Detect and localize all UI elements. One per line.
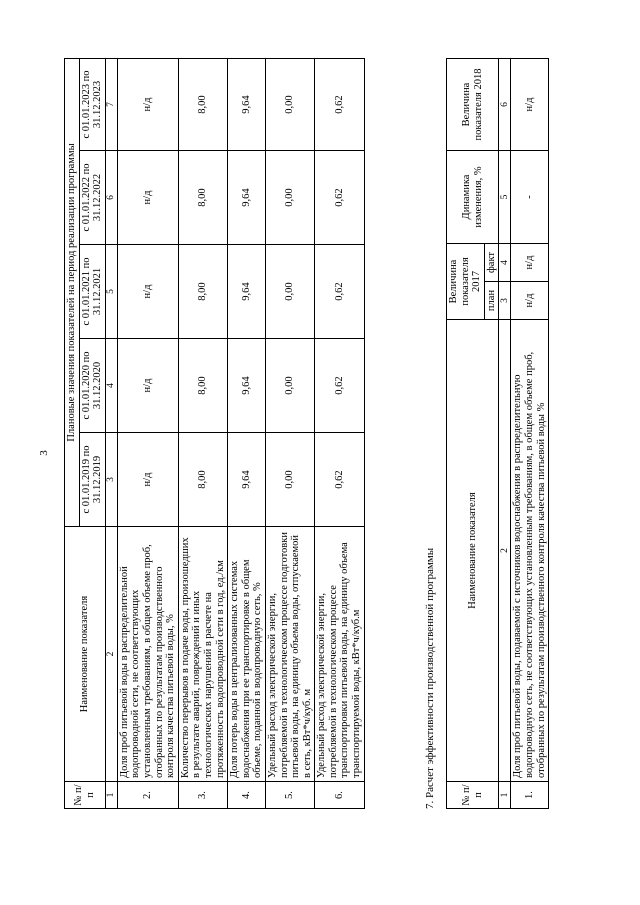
indicator-value: н/д <box>117 245 178 339</box>
indicator-value: 0,62 <box>315 433 364 527</box>
indicator-value: 9,64 <box>228 433 266 527</box>
indicator-value: 0,00 <box>265 433 314 527</box>
indicator-value: н/д <box>117 339 178 433</box>
table-row <box>511 59 549 809</box>
table2-header-row <box>447 59 485 809</box>
column-number: 7 <box>105 59 117 151</box>
planned-values-group-header: Плановые значения показателей на период реализации программы <box>65 59 80 527</box>
indicator-name: Количество перерывов в подаче воды, произошедших в результате аварий, повреждений и иных технологических нарушений в расчете на протяженность водопроводной сети в год, ед./км <box>178 527 227 782</box>
table1-column-numbers-row <box>105 59 117 809</box>
row-number: 6. <box>315 782 364 809</box>
value-2018-header: Величина показателя 2018 <box>447 59 499 151</box>
indicator-value: 0,00 <box>265 151 314 245</box>
period-header: с 01.01.2019 по 31.12.2019 <box>79 433 105 527</box>
section-heading: 7. Расчет эффективности производственной программы <box>424 547 436 809</box>
indicator-value: 0,00 <box>265 245 314 339</box>
col-name-header: Наименование показателя <box>447 320 499 782</box>
indicator-value: н/д <box>117 59 178 151</box>
table-row <box>315 59 364 809</box>
indicator-value: 8,00 <box>178 433 227 527</box>
indicator-value: 0,62 <box>315 245 364 339</box>
column-number: 6 <box>499 59 511 151</box>
column-number: 4 <box>105 339 117 433</box>
indicator-value: 9,64 <box>228 245 266 339</box>
page-number: 3 <box>38 450 50 456</box>
indicator-value: 0,00 <box>265 339 314 433</box>
indicator-name: Удельный расход электрической энергии, потребляемой в технологическом процессе подготовки питьевой воды, на единицу объема воды, отпускаемой в сеть, кВт*ч/куб. м <box>265 527 314 782</box>
column-number: 2 <box>105 527 117 782</box>
column-number: 6 <box>105 151 117 245</box>
table2-column-numbers-row <box>499 59 511 809</box>
col-no-header: № п/п <box>65 782 106 809</box>
dynamics-value: - <box>511 151 549 244</box>
indicator-name: Доля проб питьевой воды в распределительной водопроводной сети, не соответствующих установленным требованиям, в общем объеме проб, отобранных по результатам производственного контроля качества питьевой воды, % <box>117 527 178 782</box>
row-number: 2. <box>117 782 178 809</box>
column-number: 5 <box>499 151 511 244</box>
row-number: 1. <box>511 782 549 809</box>
column-number: 2 <box>499 320 511 782</box>
indicator-value: 8,00 <box>178 245 227 339</box>
indicator-value: 8,00 <box>178 59 227 151</box>
value-2018: н/д <box>511 59 549 151</box>
indicator-value: 0,62 <box>315 339 364 433</box>
plan-header: план <box>484 282 499 320</box>
period-header: с 01.01.2023 по 31.12.2023 <box>79 59 105 151</box>
table-row <box>178 59 227 809</box>
row-number: 5. <box>265 782 314 809</box>
indicator-value: 9,64 <box>228 339 266 433</box>
indicator-value: н/д <box>117 433 178 527</box>
table-row <box>117 59 178 809</box>
col-no-header: № п/п <box>447 782 499 809</box>
col-name-header: Наименование показателя <box>65 527 106 782</box>
column-number: 4 <box>499 244 511 282</box>
fact-value: н/д <box>511 244 549 282</box>
indicator-value: 0,00 <box>265 59 314 151</box>
table-row <box>265 59 314 809</box>
indicator-value: 0,62 <box>315 59 364 151</box>
plan-value: н/д <box>511 282 549 320</box>
indicator-value: н/д <box>117 151 178 245</box>
value-2017-header: Величина показателя 2017 <box>447 244 485 320</box>
planned-indicators-table <box>64 58 365 809</box>
indicator-name: Доля проб питьевой воды, подаваемой с источников водоснабжения в распределительную водопроводную сеть, не соответствующих установленным требованиям, в общем объеме проб, отобранных по результатам производственного контроля качества питьевой воды % <box>511 320 549 782</box>
indicator-value: 9,64 <box>228 151 266 245</box>
fact-header: факт <box>484 244 499 282</box>
indicator-name: Удельный расход электрической энергии, потребляемой в технологическом процессе транспортировки питьевой воды, на единицу объема транспортируемой воды, кВт*ч/куб.м <box>315 527 364 782</box>
indicator-value: 9,64 <box>228 59 266 151</box>
indicator-name: Доля потерь воды в централизованных системах водоснабжения при ее транспортировке в общем объеме, поданной в водопроводную сеть, % <box>228 527 266 782</box>
column-number: 3 <box>105 433 117 527</box>
period-header: с 01.01.2020 по 31.12.2020 <box>79 339 105 433</box>
column-number: 1 <box>499 782 511 809</box>
row-number: 4. <box>228 782 266 809</box>
dynamics-header: Динамика изменения, % <box>447 151 499 244</box>
efficiency-table <box>446 58 549 809</box>
indicator-value: 0,62 <box>315 151 364 245</box>
period-header: с 01.01.2022 по 31.12.2022 <box>79 151 105 245</box>
table1-header-row <box>65 59 80 809</box>
row-number: 3. <box>178 782 227 809</box>
column-number: 1 <box>105 782 117 809</box>
column-number: 5 <box>105 245 117 339</box>
indicator-value: 8,00 <box>178 339 227 433</box>
table-row <box>228 59 266 809</box>
period-header: с 01.01.2021 по 31.12.2021 <box>79 245 105 339</box>
column-number: 3 <box>499 282 511 320</box>
indicator-value: 8,00 <box>178 151 227 245</box>
